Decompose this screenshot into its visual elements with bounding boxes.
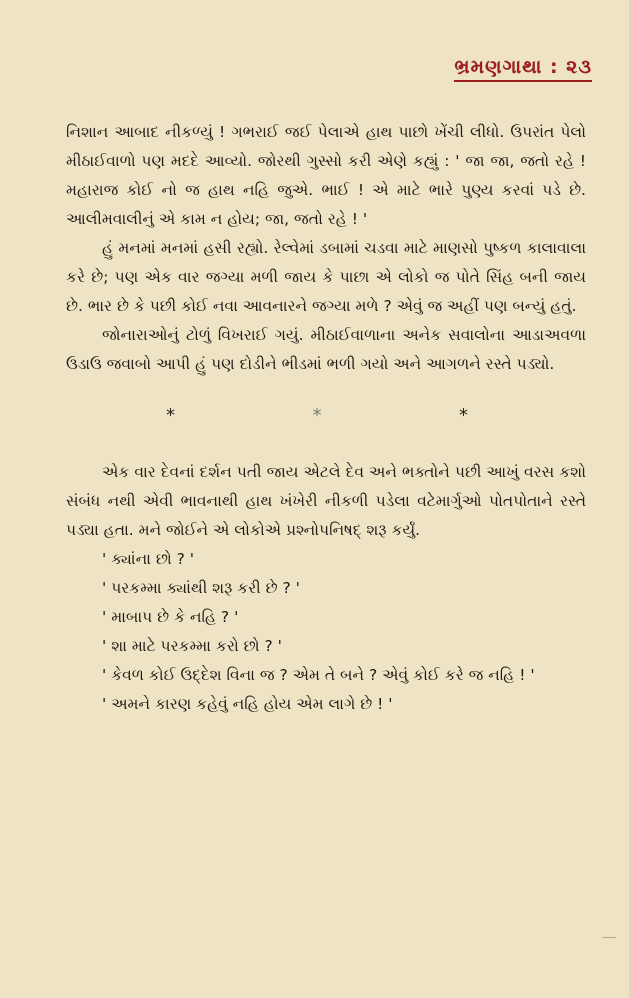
dialog-line: ' માબાપ છે કે નહિ ? ' — [102, 608, 239, 626]
section-separator — [66, 401, 586, 430]
paragraph-3: જોનારાઓનું ટોળું વિખરાઈ ગયું. મીઠાઈવાળાના અનેક સવાલોના આડાઅવળા ઉડાઉ જવાબો આપી હું પણ દોડીને ભીડમાં ભળી ગયો અને આગળને રસ્તે પડ્યો. — [66, 326, 586, 373]
dialog-line: ' શા માટે પરકમ્મા કરો છો ? ' — [102, 637, 282, 655]
separator-star: * — [312, 405, 322, 426]
separator-star: * — [166, 405, 175, 426]
body-text — [66, 118, 586, 719]
margin-mark — [602, 937, 616, 938]
dialog-line: ' કેવળ કોઈ ઉદ્દેશ વિના જ ? એમ તે બને ? એવું કોઈ કરે જ નહિ ! ' — [102, 666, 535, 684]
dialog-line: ' ક્યાંના છો ? ' — [102, 550, 195, 568]
paragraph-1: નિશાન આબાદ નીકળ્યું ! ગભરાઈ જઈ પેલાએ હાથ પાછો ખેંચી લીધો. ઉપરાંત પેલો મીઠાઈવાળો પણ મદદે આવ્યો. જોરથી ગુસ્સો કરી એણે કહ્યું : ' જા જા, જતો રહે ! મહારાજ કોઈ નો જ હાથ નહિ જુએ. ભાઈ ! એ માટે ભારે પુણ્ય કરવાં પડે છે. આલીમવાલીનું એ કામ ન હોય; જા, જતો રહે ! ' — [66, 123, 586, 228]
paragraph-4: એક વાર દેવનાં દર્શન પતી જાય એટલે દેવ અને ભક્તોને પછી આખું વરસ કશો સંબંધ નથી એવી ભાવનાથી હાથ ખંખેરી નીકળી પડેલા વટેમાર્ગુઓ પોતપોતાને રસ્તે પડ્યા હતા. મને જોઈને એ લોકોએ પ્રશ્નોપનિષદ્ શરૂ કર્યું. — [66, 463, 586, 539]
separator-star: * — [459, 405, 468, 426]
page-header: ભ્રમણગાથા : ૨૩ — [454, 56, 592, 82]
dialog-line: ' અમને કારણ કહેવું નહિ હોય એમ લાગે છે ! ' — [102, 695, 393, 713]
dialog-line: ' પરકમ્મા ક્યાંથી શરૂ કરી છે ? ' — [102, 579, 300, 597]
paragraph-2: હું મનમાં મનમાં હસી રહ્યો. રેલ્વેમાં ડબામાં ચડવા માટે માણસો પુષ્કળ કાલાવાલા કરે છે; પણ એક વાર જગ્યા મળી જાય કે પાછા એ લોકો જ પોતે સિંહ બની જાય છે. ભાર છે કે પછી કોઈ નવા આવનારને જગ્યા મળે ? એવું જ અહીં પણ બન્યું હતું. — [66, 239, 586, 315]
